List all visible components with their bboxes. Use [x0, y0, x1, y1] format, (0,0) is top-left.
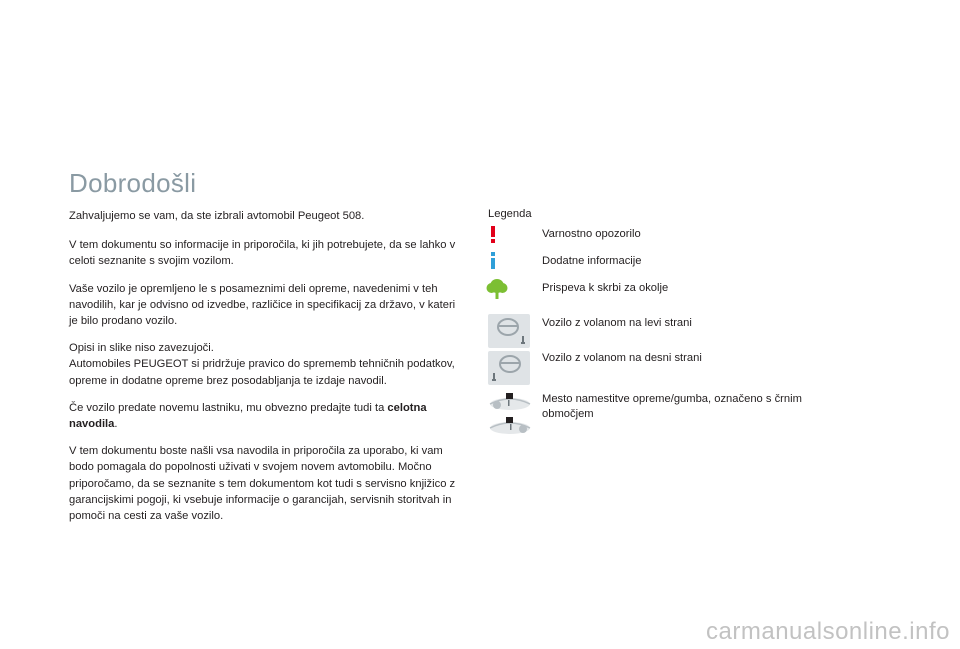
handover-text: Če vozilo predate novemu lastniku, mu obvezno predajte tudi ta	[69, 401, 388, 414]
legend-label-environment: Prispeva k skrbi za okolje	[542, 282, 669, 294]
equipment-location-icon	[488, 392, 534, 445]
paragraph-disclaimer: Opisi in slike niso zavezujoči. Automobiles PEUGEOT si pridržuje pravico do sprememb tehničnih podatkov, opreme in dodatne opreme brez posodabljanja te izdaje navodil.	[69, 342, 455, 387]
handover-end: .	[114, 418, 118, 431]
steering-wheel-right-icon	[488, 351, 530, 390]
tree-icon	[486, 278, 508, 305]
paragraph-equipment: Vaše vozilo je opremljeno le s posameznimi deli opreme, navedenimi v teh navodilih, kar je odvisno od izvedbe, različice in specifikacij za državo, v kateri je bilo prodano vozilo.	[69, 282, 456, 328]
legend-label-lhd: Vozilo z volanom na levi strani	[542, 317, 692, 329]
steering-wheel-left-icon	[488, 314, 530, 353]
legend-label-info: Dodatne informacije	[542, 255, 642, 267]
info-icon	[488, 252, 498, 275]
watermark: carmanualsonline.info	[706, 618, 950, 645]
handover-bold: celotna navodila	[69, 401, 427, 431]
body-text	[69, 208, 464, 535]
legend-title: Legenda	[488, 208, 532, 220]
legend-label-warning: Varnostno opozorilo	[542, 228, 641, 240]
page-title: Dobrodošli	[69, 168, 197, 198]
legend-label-location: Mesto namestitve opreme/gumba, označeno s črnim območjem	[542, 393, 802, 420]
warning-icon	[488, 226, 498, 249]
paragraph-info: V tem dokumentu so informacije in priporočila, ki jih potrebujete, da se lahko v celoti seznanite s svojim vozilom.	[69, 239, 456, 268]
legend-label-rhd: Vozilo z volanom na desni strani	[542, 352, 702, 364]
paragraph-handover	[69, 400, 464, 432]
intro-paragraph: Zahvaljujemo se vam, da ste izbrali avtomobil Peugeot 508.	[69, 210, 365, 222]
paragraph-closing: V tem dokumentu boste našli vsa navodila in priporočila za uporabo, ki vam bodo pomagala do popolnosti uživati v svojem novem avtomobilu. Močno priporočamo, da se seznanite s tem dokumentom kot tudi s servisno knjižico z garancijskimi pogoji, ki vsebuje informacije o garancijah, servisnih storitvah in pomoči na cesti za vaše vozilo.	[69, 445, 456, 523]
